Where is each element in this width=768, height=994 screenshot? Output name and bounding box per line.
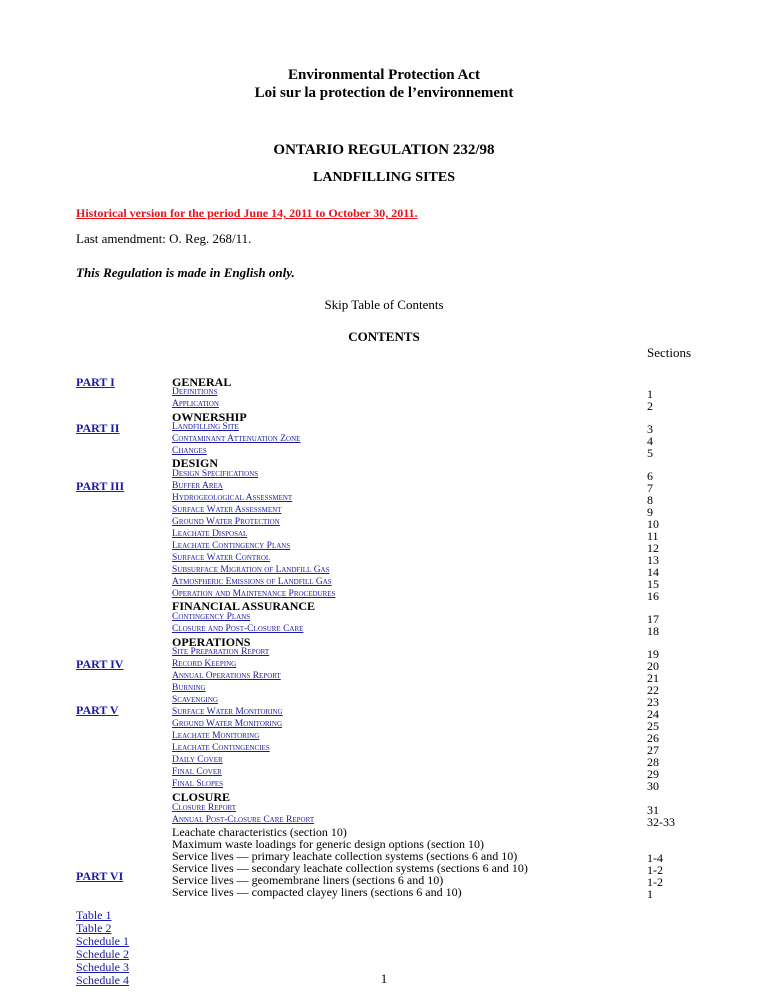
toc-link[interactable]: Design Specifications — [172, 469, 259, 479]
toc-section-number: 7 — [647, 481, 653, 495]
page-number: 1 — [380, 971, 388, 986]
toc-section-number: 32-33 — [647, 815, 675, 829]
toc-section-number: 18 — [647, 624, 659, 638]
toc-link[interactable]: Atmospheric Emissions of Landfill Gas — [172, 577, 332, 587]
part-link-4[interactable]: PART IV — [76, 657, 124, 671]
language-note: This Regulation is made in English only. — [76, 265, 295, 280]
toc-schedule-item: Maximum waste loadings for generic design options (section 10) — [172, 837, 484, 851]
toc-schedule-item: Service lives — secondary leachate collection systems (sections 6 and 10) — [172, 861, 528, 875]
part-link-3[interactable]: PART III — [76, 479, 125, 493]
toc-link[interactable]: Leachate Contingencies — [172, 743, 270, 753]
toc-section-number: 1-2 — [647, 875, 663, 889]
toc-schedule-item: Leachate characteristics (section 10) — [172, 825, 347, 839]
toc-section-number: 8 — [647, 493, 653, 507]
toc-part-heading: DESIGN — [172, 456, 219, 470]
schedule-link-2[interactable]: Schedule 2 — [76, 947, 129, 961]
toc-section-number: 11 — [647, 529, 659, 543]
toc-part-heading: GENERAL — [172, 375, 232, 389]
skip-toc-link[interactable]: Skip Table of Contents — [324, 297, 444, 312]
toc-section-number: 3 — [647, 422, 653, 436]
toc-section-number: 22 — [647, 683, 659, 697]
toc-section-number: 1-4 — [647, 851, 663, 865]
toc-link[interactable]: Leachate Monitoring — [172, 731, 260, 741]
toc-part-heading: OWNERSHIP — [172, 410, 247, 424]
toc-section-number: 16 — [647, 589, 659, 603]
toc-section-number: 9 — [647, 505, 653, 519]
table-link-2[interactable]: Table 2 — [76, 921, 112, 935]
act-title-fr: Loi sur la protection de l’environnement — [254, 85, 514, 101]
table-link-1[interactable]: Table 1 — [76, 908, 112, 922]
toc-schedule-item: Service lives — primary leachate collection systems (sections 6 and 10) — [172, 849, 518, 863]
regulation-number: ONTARIO REGULATION 232/98 — [273, 142, 495, 158]
part-link-6[interactable]: PART VI — [76, 869, 124, 883]
toc-link[interactable]: Contaminant Attenuation Zone — [172, 434, 301, 444]
toc-link[interactable]: Site Preparation Report — [172, 647, 270, 657]
toc-link[interactable]: Record Keeping — [172, 659, 237, 669]
toc-link[interactable]: Changes — [172, 446, 207, 456]
toc-section-number: 4 — [647, 434, 653, 448]
toc-section-number: 6 — [647, 469, 653, 483]
toc-link[interactable]: Application — [172, 399, 219, 409]
toc-link[interactable]: Leachate Disposal — [172, 529, 248, 539]
toc-link[interactable]: Ground Water Monitoring — [172, 719, 282, 729]
schedule-link-3[interactable]: Schedule 3 — [76, 960, 129, 974]
toc-link[interactable]: Closure Report — [172, 803, 237, 813]
regulation-title: LANDFILLING SITES — [313, 170, 455, 185]
toc-link[interactable]: Subsurface Migration of Landfill Gas — [172, 565, 330, 575]
toc-section-number: 27 — [647, 743, 659, 757]
toc-section-number: 24 — [647, 707, 659, 721]
toc-section-number: 12 — [647, 541, 659, 555]
toc-section-number: 20 — [647, 659, 659, 673]
toc-link[interactable]: Hydrogeological Assessment — [172, 493, 293, 503]
toc-schedule-item: Service lives — geomembrane liners (sections 6 and 10) — [172, 873, 444, 887]
toc-section-number: 30 — [647, 779, 659, 793]
toc-link[interactable]: Contingency Plans — [172, 612, 251, 622]
toc-link[interactable]: Operation and Maintenance Procedures — [172, 589, 336, 599]
contents-heading: CONTENTS — [348, 329, 420, 344]
toc-link[interactable]: Annual Operations Report — [172, 671, 281, 681]
toc-section-number: 25 — [647, 719, 659, 733]
toc-section-number: 17 — [647, 612, 659, 626]
part-link-2[interactable]: PART II — [76, 421, 120, 435]
toc-section-number: 1 — [647, 887, 653, 901]
toc-link[interactable]: Buffer Area — [172, 481, 223, 491]
toc-link[interactable]: Final Cover — [172, 767, 222, 777]
toc-link[interactable]: Leachate Contingency Plans — [172, 541, 291, 551]
toc-section-number: 5 — [647, 446, 653, 460]
last-amendment: Last amendment: O. Reg. 268/11. — [76, 231, 252, 246]
toc-link[interactable]: Daily Cover — [172, 755, 223, 765]
toc-part-heading: FINANCIAL ASSURANCE — [172, 599, 316, 613]
toc-section-number: 2 — [647, 399, 653, 413]
act-title-en: Environmental Protection Act — [288, 67, 480, 83]
toc-section-number: 10 — [647, 517, 659, 531]
historical-version-link[interactable]: Historical version for the period June 14, 2011 to October 30, 2011. — [76, 206, 418, 220]
toc-link[interactable]: Surface Water Control — [172, 553, 271, 563]
toc-link[interactable]: Surface Water Assessment — [172, 505, 282, 515]
toc-section-number: 29 — [647, 767, 659, 781]
toc-link[interactable]: Final Slopes — [172, 779, 224, 789]
toc-section-number: 26 — [647, 731, 659, 745]
part-link-5[interactable]: PART V — [76, 703, 119, 717]
toc-section-number: 15 — [647, 577, 659, 591]
toc-schedule-item: Service lives — compacted clayey liners (sections 6 and 10) — [172, 885, 462, 899]
toc-link[interactable]: Definitions — [172, 387, 218, 397]
toc-part-heading: OPERATIONS — [172, 635, 251, 649]
toc-section-number: 14 — [647, 565, 659, 579]
toc-section-number: 21 — [647, 671, 659, 685]
toc-link[interactable]: Burning — [172, 683, 206, 693]
toc-section-number: 28 — [647, 755, 659, 769]
toc-part-heading: CLOSURE — [172, 790, 231, 804]
part-link-1[interactable]: PART I — [76, 375, 115, 389]
toc-link[interactable]: Surface Water Monitoring — [172, 707, 283, 717]
toc-section-number: 19 — [647, 647, 659, 661]
toc-section-number: 1 — [647, 387, 653, 401]
toc-link[interactable]: Annual Post-Closure Care Report — [172, 815, 315, 825]
toc-section-number: 13 — [647, 553, 659, 567]
toc-link[interactable]: Ground Water Protection — [172, 517, 280, 527]
toc-section-number: 1-2 — [647, 863, 663, 877]
schedule-link-4[interactable]: Schedule 4 — [76, 973, 129, 987]
toc-link[interactable]: Landfilling Site — [172, 422, 239, 432]
toc-section-number: 31 — [647, 803, 659, 817]
toc-link[interactable]: Scavenging — [172, 695, 218, 705]
sections-label: Sections — [647, 345, 692, 360]
schedule-link-1[interactable]: Schedule 1 — [76, 934, 129, 948]
toc-link[interactable]: Closure and Post-Closure Care — [172, 624, 304, 634]
toc-section-number: 23 — [647, 695, 659, 709]
